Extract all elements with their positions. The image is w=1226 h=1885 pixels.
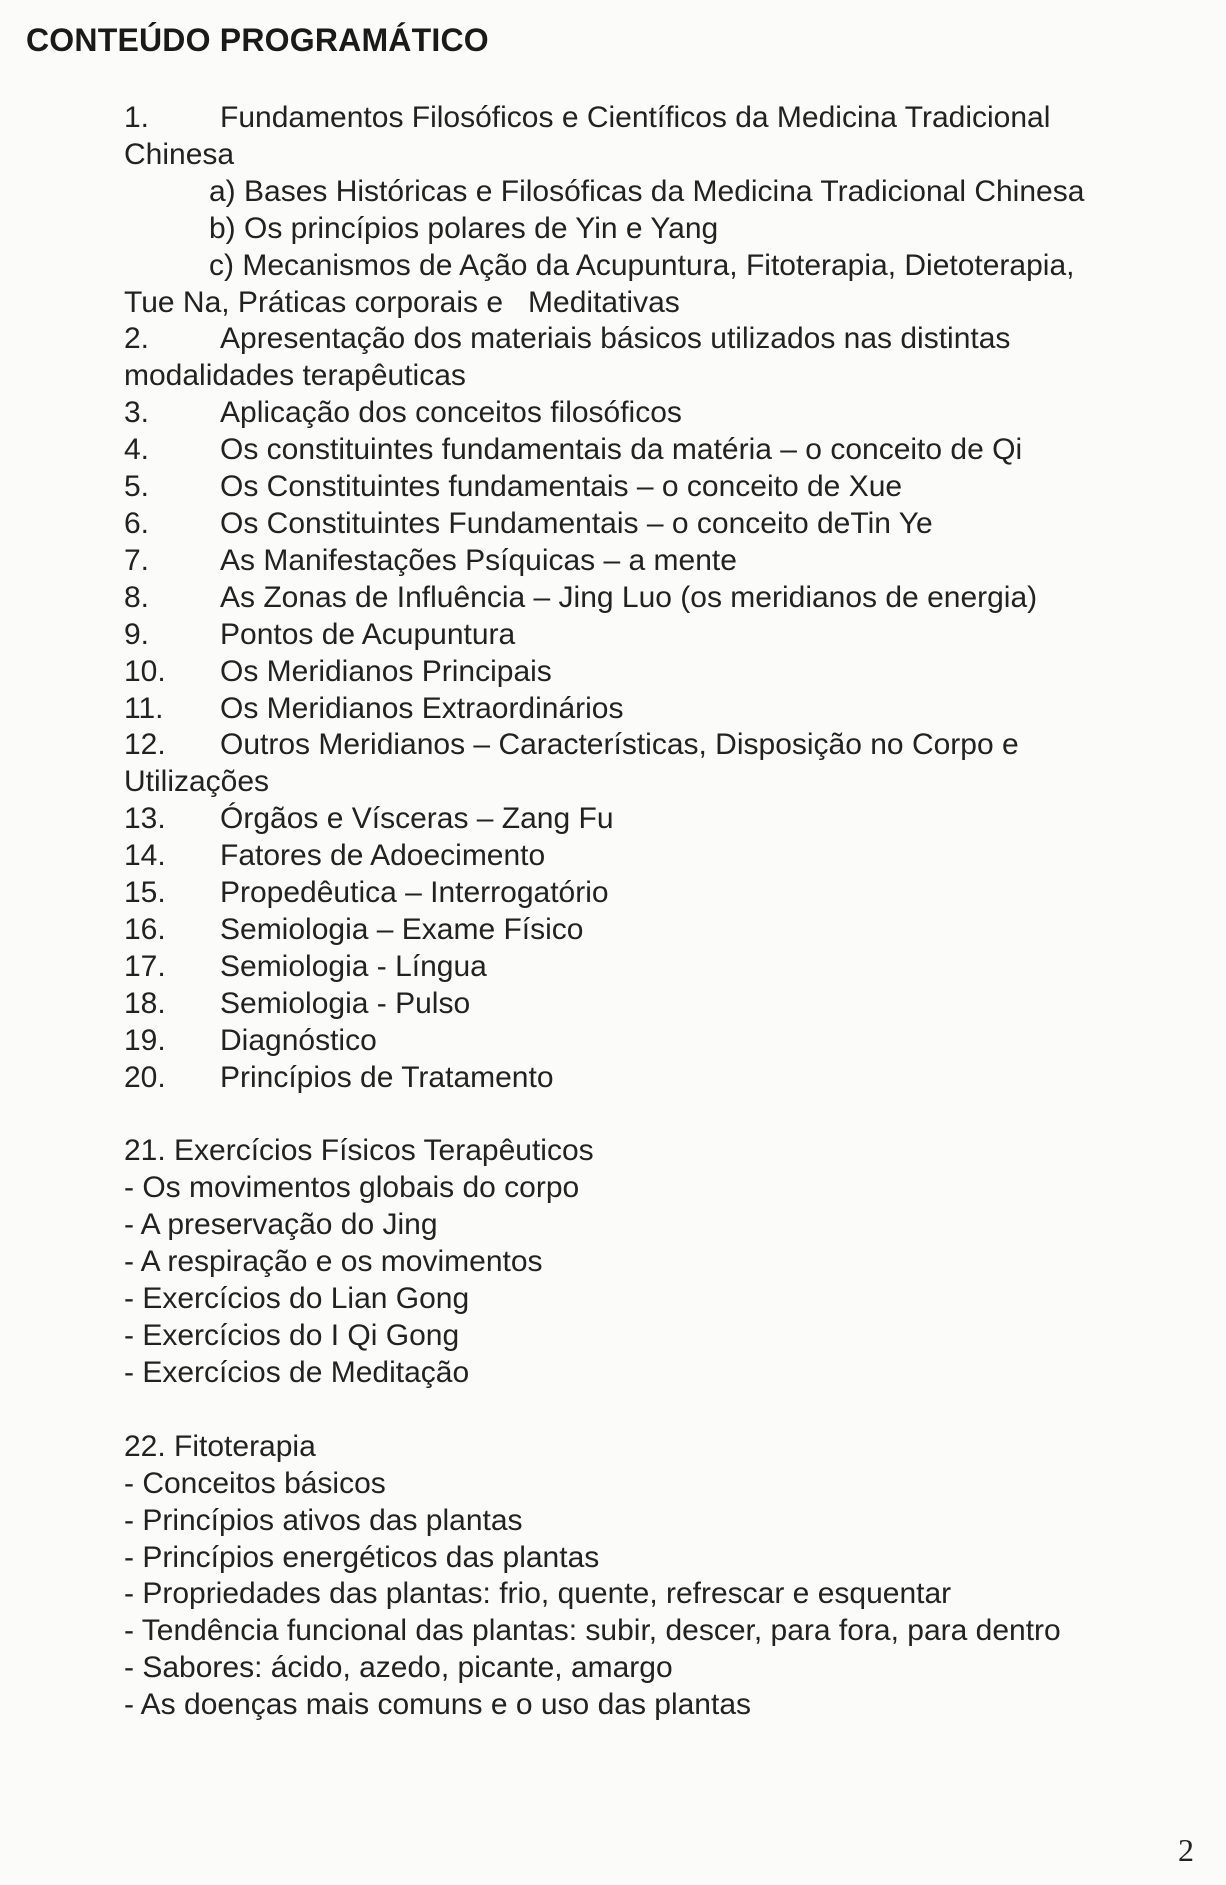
sub-item: a) Bases Históricas e Filosóficas da Medicina Tradicional Chinesa xyxy=(209,174,1085,208)
item-number: 14. xyxy=(124,839,166,873)
item-text: Diagnóstico xyxy=(220,1023,377,1057)
item-number: 12. xyxy=(124,728,166,762)
item-text: Os Meridianos Principais xyxy=(220,654,552,688)
item-number: 5. xyxy=(124,470,150,504)
list-item xyxy=(124,986,1194,1023)
list-item xyxy=(124,580,1194,617)
item-text: Propedêutica – Interrogatório xyxy=(220,876,609,910)
section-title: 22. Fitoterapia xyxy=(124,1429,316,1463)
list-item xyxy=(124,1060,1194,1097)
section-exercicios xyxy=(124,1133,1194,1391)
item-text: Apresentação dos materiais básicos utilizados nas distintas xyxy=(220,322,1011,356)
bullet-item: - As doenças mais comuns e o uso das plantas xyxy=(124,1688,752,1722)
item-text: Aplicação dos conceitos filosóficos xyxy=(220,396,682,430)
item-number: 9. xyxy=(124,617,150,651)
item-text: Os constituintes fundamentais da matéria – o conceito de Qi xyxy=(220,433,1023,467)
bullet-item: - A respiração e os movimentos xyxy=(124,1245,543,1279)
item-text: Pontos de Acupuntura xyxy=(220,617,516,651)
item-number: 2. xyxy=(124,322,150,356)
item-text: Semiologia - Pulso xyxy=(220,986,471,1020)
item-number: 13. xyxy=(124,802,166,836)
sub-item-continuation: Tue Na, Práticas corporais e Meditativas xyxy=(124,285,680,319)
item-text: Outros Meridianos – Características, Disposição no Corpo e xyxy=(220,728,1019,762)
list-item xyxy=(124,543,1194,580)
item-text: Órgãos e Vísceras – Zang Fu xyxy=(220,802,614,836)
item-text: As Manifestações Psíquicas – a mente xyxy=(220,543,737,577)
syllabus-content xyxy=(124,100,1194,1724)
bullet-item: - Conceitos básicos xyxy=(124,1466,386,1500)
item-number: 1. xyxy=(124,101,150,134)
list-item xyxy=(124,691,1194,728)
bullet-item: - Tendência funcional das plantas: subir, descer, para fora, para dentro xyxy=(124,1614,1061,1648)
item-number: 19. xyxy=(124,1023,166,1057)
item-number: 16. xyxy=(124,912,166,946)
bullet-item: - Exercícios do Lian Gong xyxy=(124,1282,470,1316)
item-text: Semiologia - Língua xyxy=(220,949,487,983)
page-heading: CONTEÚDO PROGRAMÁTICO xyxy=(26,22,489,58)
item-number: 6. xyxy=(124,506,150,540)
bullet-item: - Os movimentos globais do corpo xyxy=(124,1171,580,1205)
item-text: Semiologia – Exame Físico xyxy=(220,912,584,946)
item-text: As Zonas de Influência – Jing Luo (os meridianos de energia) xyxy=(220,580,1038,614)
list-item xyxy=(124,506,1194,543)
spacer xyxy=(124,1096,1194,1133)
list-item xyxy=(124,801,1194,838)
list-item xyxy=(124,395,1194,432)
numbered-list xyxy=(124,801,1194,1096)
list-item xyxy=(124,1023,1194,1060)
item-text: Os Constituintes fundamentais – o conceito de Xue xyxy=(220,470,903,504)
item-text: Os Constituintes Fundamentais – o conceito deTin Ye xyxy=(220,506,933,540)
item-number: 11. xyxy=(124,691,164,725)
bullet-item: - Exercícios do I Qi Gong xyxy=(124,1319,460,1352)
list-item xyxy=(124,321,1194,358)
bullet-item: - Sabores: ácido, azedo, picante, amargo xyxy=(124,1651,673,1685)
list-item xyxy=(124,617,1194,654)
item-number: 15. xyxy=(124,876,166,910)
page-number: 2 xyxy=(1178,1832,1194,1868)
item-text-continuation: modalidades terapêuticas xyxy=(124,359,466,393)
list-item xyxy=(124,432,1194,469)
item-number: 8. xyxy=(124,580,150,614)
bullet-item: - Propriedades das plantas: frio, quente, refrescar e esquentar xyxy=(124,1577,952,1611)
sub-item: c) Mecanismos de Ação da Acupuntura, Fitoterapia, Dietoterapia, xyxy=(209,248,1075,282)
bullet-item: - Princípios energéticos das plantas xyxy=(124,1540,600,1574)
list-item xyxy=(124,727,1194,764)
list-item xyxy=(124,912,1194,949)
item-text: Fatores de Adoecimento xyxy=(220,839,546,873)
item-number: 18. xyxy=(124,986,166,1020)
item-text: Princípios de Tratamento xyxy=(220,1060,554,1094)
numbered-list xyxy=(124,395,1194,727)
list-item xyxy=(124,654,1194,691)
item-number: 3. xyxy=(124,396,150,430)
spacer xyxy=(124,1392,1194,1429)
section-fitoterapia xyxy=(124,1429,1194,1724)
list-item xyxy=(124,875,1194,912)
item-text-continuation: Chinesa xyxy=(124,137,235,171)
list-item xyxy=(124,838,1194,875)
item-number: 20. xyxy=(124,1060,166,1094)
section-title: 21. Exercícios Físicos Terapêuticos xyxy=(124,1134,594,1168)
item-number: 4. xyxy=(124,433,150,467)
sub-item: b) Os princípios polares de Yin e Yang xyxy=(209,211,719,245)
item-text-continuation: Utilizações xyxy=(124,765,270,799)
item-text: Os Meridianos Extraordinários xyxy=(220,691,624,725)
item-number: 7. xyxy=(124,543,150,577)
item-text: Fundamentos Filosóficos e Científicos da Medicina Tradicional xyxy=(220,101,1051,134)
item-number: 17. xyxy=(124,949,166,983)
list-item xyxy=(124,949,1194,986)
list-item xyxy=(124,100,1194,137)
list-item xyxy=(124,469,1194,506)
bullet-item: - Exercícios de Meditação xyxy=(124,1355,470,1389)
item-number: 10. xyxy=(124,654,166,688)
bullet-item: - A preservação do Jing xyxy=(124,1208,438,1242)
bullet-item: - Princípios ativos das plantas xyxy=(124,1503,523,1537)
